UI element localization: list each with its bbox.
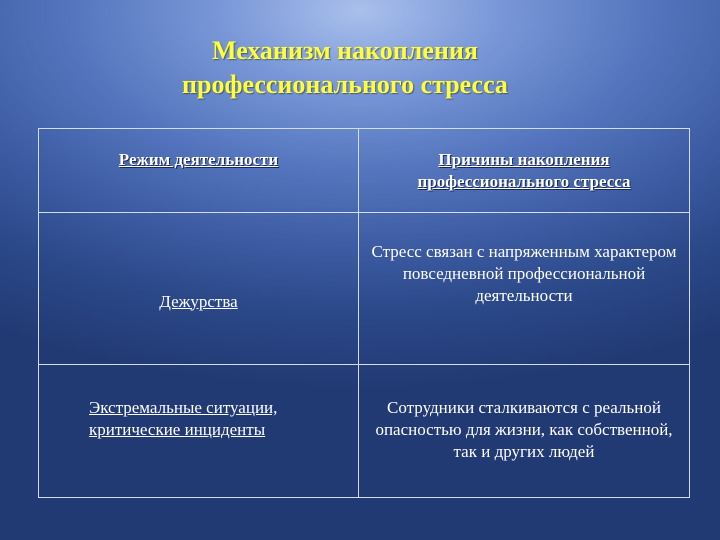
title-line-2: профессионального стресса: [182, 70, 508, 99]
activity-duty-cell: [39, 213, 359, 365]
title-line-1: Механизм накопления: [212, 36, 478, 65]
header-stress-causes: Причины накопления профессионального стресса: [359, 129, 690, 213]
table-row: [39, 213, 690, 365]
activity-extreme-cell: [39, 365, 359, 498]
activity-extreme-link-line2[interactable]: критические инциденты: [89, 420, 266, 439]
table-row: [39, 365, 690, 498]
stress-table: [38, 128, 690, 498]
slide-title: [0, 34, 690, 102]
header-activity-mode: Режим деятельности: [39, 129, 359, 213]
table-header-row: [39, 129, 690, 213]
reason-duty-cell: Стресс связан с напряженным характером повседневной профессиональной деятельности: [359, 213, 690, 365]
reason-extreme-cell: Сотрудники сталкиваются с реальной опасностью для жизни, как собственной, так и других людей: [359, 365, 690, 498]
activity-duty-link[interactable]: Дежурства: [159, 291, 238, 311]
activity-extreme-link-line1[interactable]: Экстремальные ситуации,: [89, 398, 278, 417]
